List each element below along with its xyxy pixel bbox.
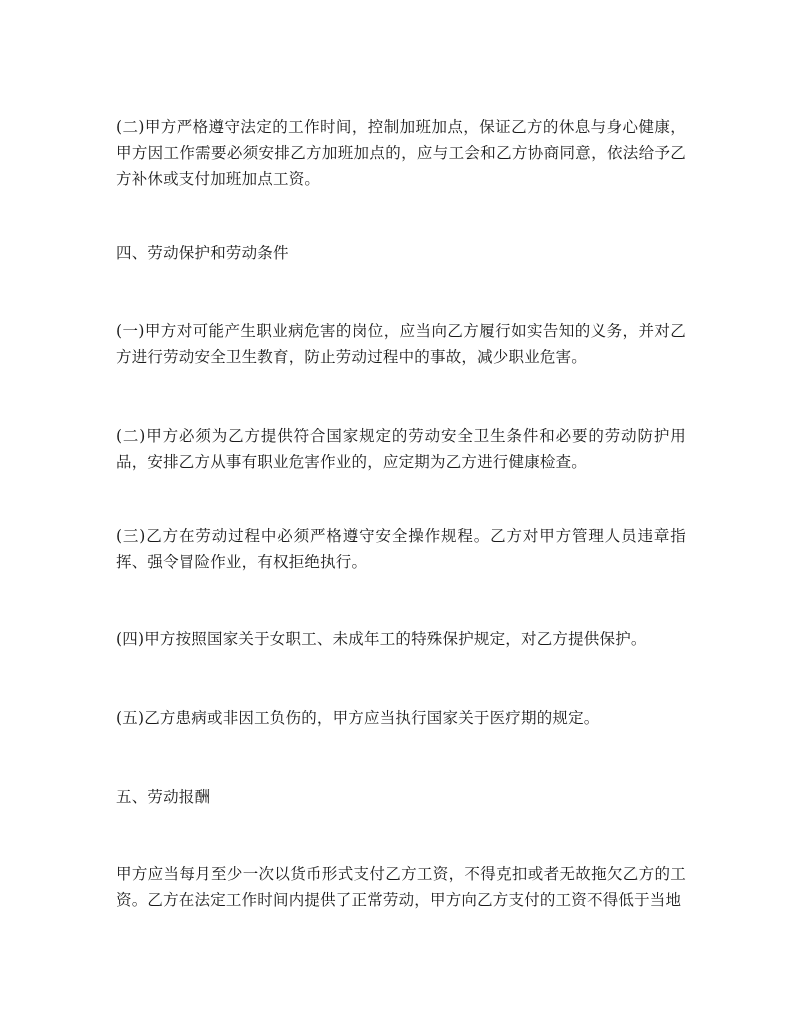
paragraph-wage-payment: 甲方应当每月至少一次以货币形式支付乙方工资，不得克扣或者无故拖欠乙方的工资。乙方在法定工作时间内提供了正常劳动，甲方向乙方支付的工资不得低于当地 [116,865,686,909]
paragraph-safety-rules: (三)乙方在劳动过程中必须严格遵守安全操作规程。乙方对甲方管理人员违章指挥、强令冒险作业，有权拒绝执行。 [116,527,686,571]
section-heading-remuneration: 五、劳动报酬 [116,788,211,806]
paragraph-medical-period: (五)乙方患病或非因工负伤的，甲方应当执行国家关于医疗期的规定。 [116,709,600,727]
paragraph-safety-conditions: (二)甲方必须为乙方提供符合国家规定的劳动安全卫生条件和必要的劳动防护用品，安排乙方从事有职业危害作业的，应定期为乙方进行健康检查。 [116,427,686,471]
paragraph-special-protection: (四)甲方按照国家关于女职工、未成年工的特殊保护规定，对乙方提供保护。 [116,630,647,648]
paragraph-overtime: (二)甲方严格遵守法定的工作时间，控制加班加点，保证乙方的休息与身心健康，甲方因工作需要必须安排乙方加班加点的，应与工会和乙方协商同意，依法给予乙方补休或支付加班加点工资。 [116,118,686,188]
paragraph-occupational-hazard: (一)甲方对可能产生职业病危害的岗位，应当向乙方履行如实告知的义务，并对乙方进行劳动安全卫生教育，防止劳动过程中的事故，减少职业危害。 [116,322,686,366]
section-heading-labor-protection: 四、劳动保护和劳动条件 [116,244,289,262]
